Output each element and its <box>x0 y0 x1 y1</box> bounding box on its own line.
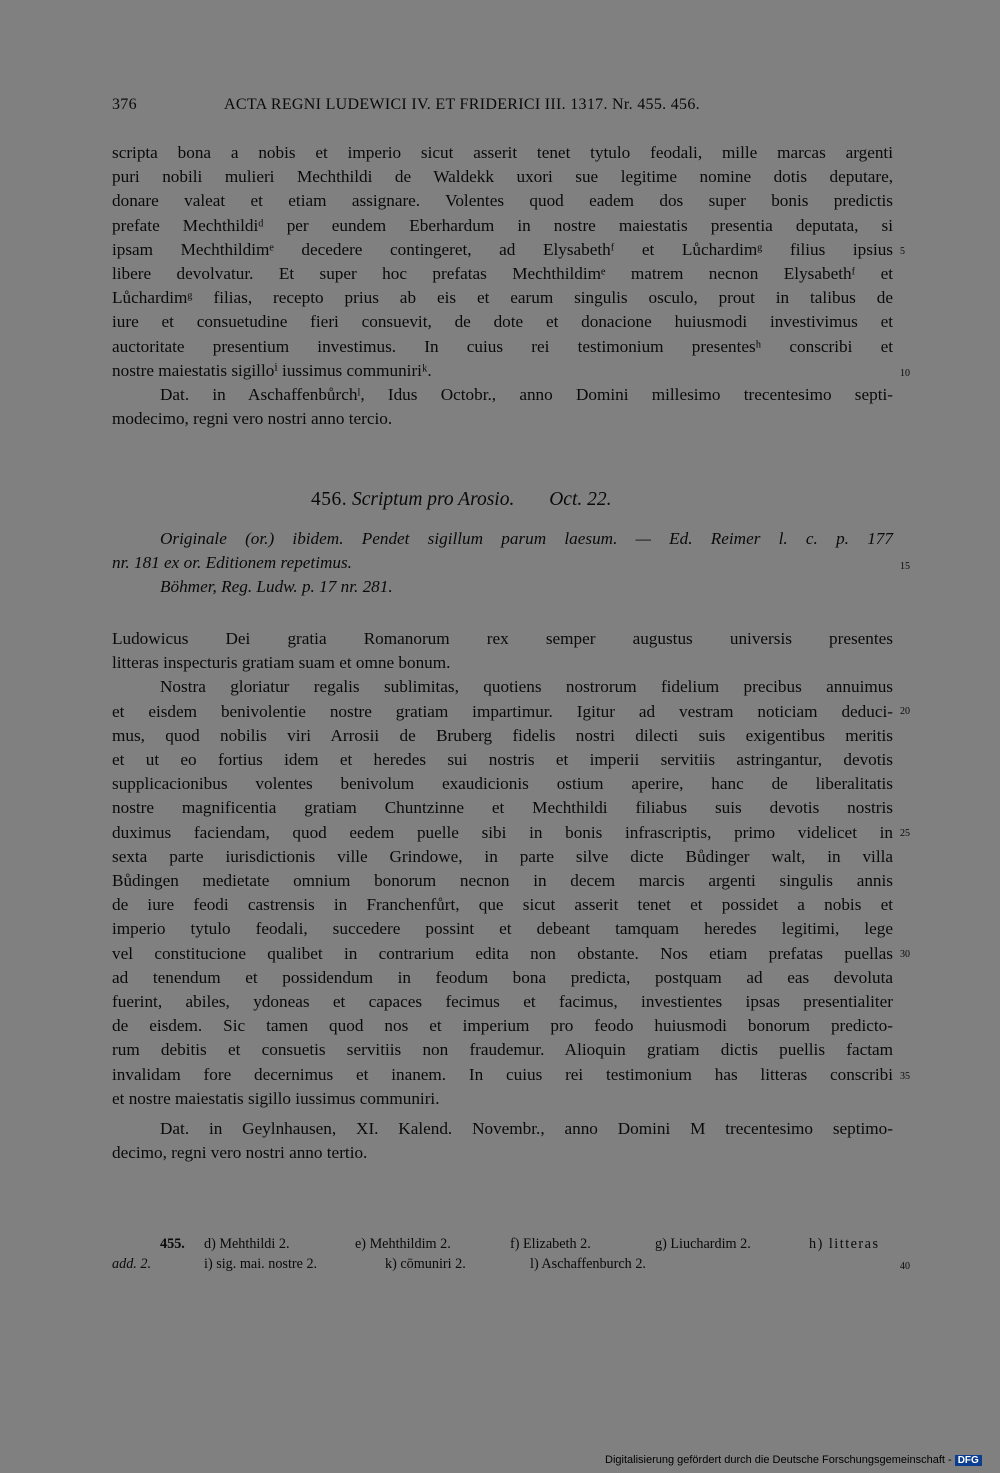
doc456-apparatus <box>112 527 893 600</box>
margin-line-number: 30 <box>900 949 910 960</box>
margin-line-number: 40 <box>900 1261 910 1272</box>
doc456-body <box>112 627 893 1111</box>
text-line: iure et consuetudine fieri consuevit, de dote et donacione huiusmodi investivimus et <box>112 312 893 332</box>
doc456-dating <box>112 1117 893 1165</box>
footnote: i) sig. mai. nostre 2. <box>204 1256 318 1272</box>
digitization-credit <box>605 1454 982 1466</box>
margin-line-number: 10 <box>900 368 910 379</box>
footnote-label: 455. <box>160 1236 185 1252</box>
text-line: et ut eo fortius idem et heredes sui nostris et imperii servitiis astringantur, devotis <box>112 750 893 770</box>
text-line: imperio tytulo feodali, succedere possint et debeant tamquam heredes legitimi, lege <box>112 919 893 939</box>
text-line: sexta parte iurisdictionis ville Grindowe, in parte silve dicte Bůdinger walt, in villa <box>112 846 893 866</box>
dating-line: Dat. in Aschaffenbůrchˡ, Idus Octobr., anno Domini millesimo trecentesimo septi- <box>160 385 893 405</box>
doc-number: 456. <box>311 489 348 510</box>
text-line: et eisdem benivolentie nostre gratiam impartimur. Igitur ad vestram noticiam deduci- <box>112 701 893 721</box>
footnote: d) Mehthildi 2. <box>204 1236 290 1252</box>
text-line: scripta bona a nobis et imperio sicut asserit tenet tytulo feodali, mille marcas argenti <box>112 143 893 162</box>
text-line: de iure feodi castrensis in Franchenfůrt, que sicut asserit tenet et possidet a nobis et <box>112 895 893 915</box>
text-line: et nostre maiestatis sigillo iussimus communiri. <box>112 1088 440 1108</box>
regest-line: Böhmer, Reg. Ludw. p. 17 nr. 281. <box>160 577 393 597</box>
text-line: ad tenendum et possidendum in feodum bona predicta, postquam ad eas devoluta <box>112 967 893 987</box>
text-line: donare valeat et etiam assignare. Volentes quod eadem dos super bonis predictis <box>112 191 893 211</box>
doc455-body <box>112 141 893 431</box>
intro-line: Ludowicus Dei gratia Romanorum rex semper augustus universis presentes <box>112 629 893 648</box>
dating-line: modecimo, regni vero nostri anno tercio. <box>112 409 393 429</box>
doc456-title <box>311 489 612 511</box>
text-line: libere devolvatur. Et super hoc prefatas Mechthildimᵉ matrem necnon Elysabethᶠ et <box>112 264 893 284</box>
dfg-logo: DFG <box>955 1455 982 1466</box>
text-line: de eisdem. Sic tamen quod nos et imperium pro feodo huiusmodi bonorum predicto- <box>112 1016 893 1036</box>
text-line: nostre maiestatis sigilloⁱ iussimus communiriᵏ. <box>112 360 432 380</box>
text-line: fuerint, abiles, ydoneas et capaces fecimus et facimus, investientes ipsas presentialiter <box>112 992 893 1012</box>
footnote: k) cōmuniri 2. <box>385 1256 466 1272</box>
credit-text: Digitalisierung gefördert durch die Deutsche Forschungsgemeinschaft - <box>605 1454 952 1466</box>
page-number: 376 <box>112 96 137 113</box>
footnote: f) Elizabeth 2. <box>510 1236 591 1252</box>
margin-line-number: 20 <box>900 706 910 717</box>
source-line: nr. 181 ex or. Editionem repetimus. <box>112 553 352 573</box>
text-line: puri nobili mulieri Mechthildi de Waldekk uxori sue legitime nomine dotis deputare, <box>112 167 893 187</box>
text-line: invalidam fore decernimus et inanem. In cuius rei testimonium has litteras conscribi <box>112 1064 893 1084</box>
doc-date: Oct. 22. <box>549 489 612 510</box>
text-line: supplicacionibus volentes benivolum exaudicionis ostium aperire, hanc de liberalitatis <box>112 774 893 794</box>
dating-line: decimo, regni vero nostri anno tertio. <box>112 1143 368 1163</box>
source-line: Originale (or.) ibidem. Pendet sigillum parum laesum. — Ed. Reimer l. c. p. 177 <box>160 529 893 548</box>
margin-line-number: 25 <box>900 828 910 839</box>
intro-line: litteras inspecturis gratiam suam et omne bonum. <box>112 653 451 673</box>
text-line: nostre magnificentia gratiam Chuntzinne et Mechthildi filiabus suis devotis nostris <box>112 798 893 818</box>
footnote: e) Mehthildim 2. <box>355 1236 451 1252</box>
text-line: vel constitucione qualibet in contrarium edita non obstante. Nos etiam prefatas puellas <box>112 943 893 963</box>
margin-line-number: 35 <box>900 1071 910 1082</box>
footnote: h) litteras <box>809 1236 880 1252</box>
text-line: Lůchardimᵍ filias, recepto prius ab eis et earum singulis osculo, prout in talibus de <box>112 288 893 308</box>
footnote: add. 2. <box>112 1256 152 1272</box>
text-line: prefate Mechthildiᵈ per eundem Eberhardum in nostre maiestatis presentia deputata, si <box>112 215 893 235</box>
text-line: Nostra gloriatur regalis sublimitas, quotiens nostrorum fidelium precibus annuimus <box>160 677 893 697</box>
footnote: l) Aschaffenburch 2. <box>530 1256 646 1272</box>
margin-line-number: 15 <box>900 561 910 572</box>
text-line: duximus faciendam, quod eedem puelle sibi in bonis infrascriptis, primo videlicet in <box>112 822 893 842</box>
running-title: ACTA REGNI LUDEWICI IV. ET FRIDERICI III. 1317. Nr. 455. 456. <box>224 96 700 113</box>
footnotes <box>112 1234 893 1274</box>
text-line: mus, quod nobilis viri Arrosii de Bruberg fidelis nostri dilecti suis exigentibus meritis <box>112 725 893 745</box>
text-line: Bůdingen medietate omnium bonorum necnon in decem marcis argenti singulis annis <box>112 871 893 891</box>
text-line: ipsam Mechthildimᵉ decedere contingeret, ad Elysabethᶠ et Lůchardimᵍ filius ipsius <box>112 239 893 259</box>
dating-line: Dat. in Geylnhausen, XI. Kalend. Novembr., anno Domini M trecentesimo septimo- <box>160 1119 893 1138</box>
text-line: auctoritate presentium investimus. In cuius rei testimonium presentesʰ conscribi et <box>112 336 893 356</box>
footnote: g) Liuchardim 2. <box>655 1236 751 1252</box>
doc-heading: Scriptum pro Arosio. <box>352 489 515 510</box>
margin-line-number: 5 <box>900 246 905 257</box>
text-line: rum debitis et consuetis servitiis non fraudemur. Alioquin gratiam dictis puellis factam <box>112 1040 893 1060</box>
